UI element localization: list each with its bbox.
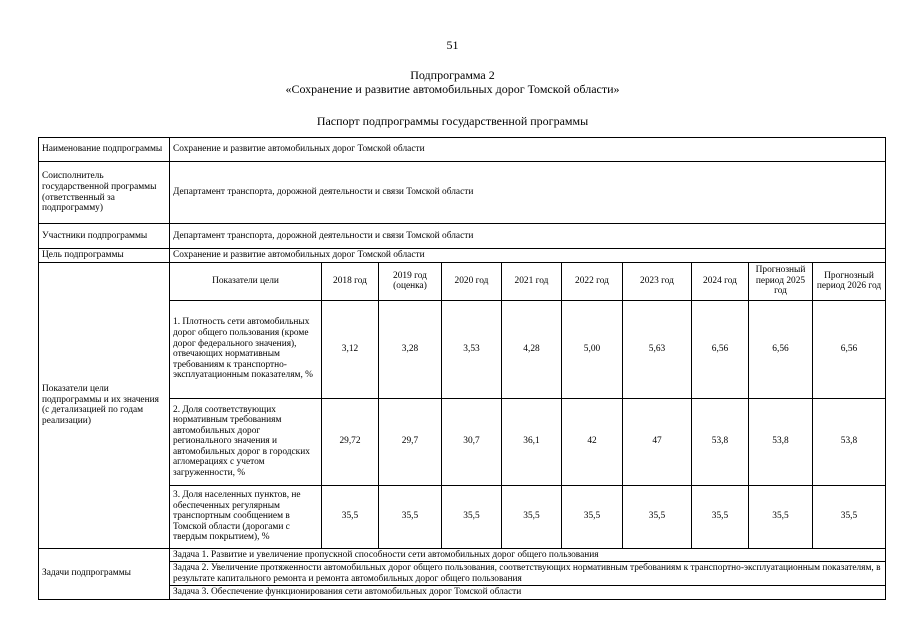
indicators-header-cell: Прогнозный период 2026 год	[813, 262, 886, 300]
coexecutor-value: Департамент транспорта, дорожной деятельности и связи Томской области	[170, 162, 886, 224]
indicator-value: 29,72	[322, 398, 379, 485]
indicators-header-cell: 2022 год	[562, 262, 623, 300]
name-label: Наименование подпрограммы	[39, 138, 170, 162]
goal-label: Цель подпрограммы	[39, 249, 170, 263]
row-coexecutor	[39, 162, 886, 224]
indicator-name: 3. Доля населенных пунктов, не обеспеченных регулярным транспортным сообщением в Томской области (дорогами с твердым покрытием), %	[170, 485, 322, 548]
subprogram-heading	[0, 68, 905, 96]
indicator-value: 35,5	[749, 485, 813, 548]
passport-title: Паспорт подпрограммы государственной программы	[316, 114, 589, 128]
indicator-value: 35,5	[442, 485, 502, 548]
indicator-value: 36,1	[502, 398, 562, 485]
indicator-value: 3,12	[322, 300, 379, 398]
indicators-header-row	[39, 262, 886, 300]
indicator-value: 5,63	[623, 300, 692, 398]
indicator-value: 35,5	[502, 485, 562, 548]
indicators-header-cell: 2024 год	[692, 262, 749, 300]
indicator-value: 3,28	[379, 300, 442, 398]
subprogram-name: «Сохранение и развитие автомобильных дорог Томской области»	[285, 82, 620, 96]
row-name	[39, 138, 886, 162]
row-participants	[39, 224, 886, 249]
indicator-value: 53,8	[692, 398, 749, 485]
indicators-header-cell: 2018 год	[322, 262, 379, 300]
indicator-name: 2. Доля соответствующих нормативным требованиям автомобильных дорог регионального значения и автомобильных дорог в городских агломерациях с учетом загруженности, %	[170, 398, 322, 485]
indicator-value: 35,5	[623, 485, 692, 548]
indicator-value: 42	[562, 398, 623, 485]
indicator-value: 5,00	[562, 300, 623, 398]
indicator-value: 53,8	[813, 398, 886, 485]
indicator-value: 47	[623, 398, 692, 485]
indicators-header-cell: 2020 год	[442, 262, 502, 300]
coexecutor-label: Соисполнитель государственной программы (ответственный за подпрограмму)	[39, 162, 170, 224]
participants-label: Участники подпрограммы	[39, 224, 170, 249]
task-row	[39, 548, 886, 562]
indicator-value: 35,5	[379, 485, 442, 548]
indicators-header-cell: Прогнозный период 2025 год	[749, 262, 813, 300]
indicator-value: 30,7	[442, 398, 502, 485]
indicator-name: 1. Плотность сети автомобильных дорог общего пользования (кроме дорог федерального значения), отвечающих нормативным требованиям к транспортно-эксплуатационным показателям, %	[170, 300, 322, 398]
indicator-value: 3,53	[442, 300, 502, 398]
indicators-label: Показатели цели подпрограммы и их значения (с детализацией по годам реализации)	[39, 262, 170, 548]
subprogram-number: Подпрограмма 2	[410, 68, 495, 82]
indicator-value: 35,5	[813, 485, 886, 548]
indicator-value: 35,5	[562, 485, 623, 548]
task-text: Задача 1. Развитие и увеличение пропускной способности сети автомобильных дорог общего пользования	[170, 548, 886, 562]
indicator-value: 53,8	[749, 398, 813, 485]
row-goal	[39, 249, 886, 263]
page-number: 51	[446, 38, 459, 52]
indicators-header-cell: 2023 год	[623, 262, 692, 300]
indicators-header-cell: 2019 год (оценка)	[379, 262, 442, 300]
indicators-header-cell: Показатели цели	[170, 262, 322, 300]
indicator-value: 29,7	[379, 398, 442, 485]
name-value: Сохранение и развитие автомобильных дорог Томской области	[170, 138, 886, 162]
indicator-value: 6,56	[749, 300, 813, 398]
indicator-value: 6,56	[813, 300, 886, 398]
indicator-value: 35,5	[692, 485, 749, 548]
task-text: Задача 2. Увеличение протяженности автомобильных дорог общего пользования, соответствующих нормативным требованиям к транспортно-эксплуатационным показателям, в результате капитального ремонта и ремонта автомобильных дорог общего пользования	[170, 562, 886, 586]
task-text: Задача 3. Обеспечение функционирования сети автомобильных дорог Томской области	[170, 586, 886, 600]
participants-value: Департамент транспорта, дорожной деятельности и связи Томской области	[170, 224, 886, 249]
tasks-label: Задачи подпрограммы	[39, 548, 170, 599]
passport-table	[38, 137, 886, 600]
indicators-header-cell: 2021 год	[502, 262, 562, 300]
indicator-value: 4,28	[502, 300, 562, 398]
goal-value: Сохранение и развитие автомобильных дорог Томской области	[170, 249, 886, 263]
indicator-value: 6,56	[692, 300, 749, 398]
indicator-value: 35,5	[322, 485, 379, 548]
